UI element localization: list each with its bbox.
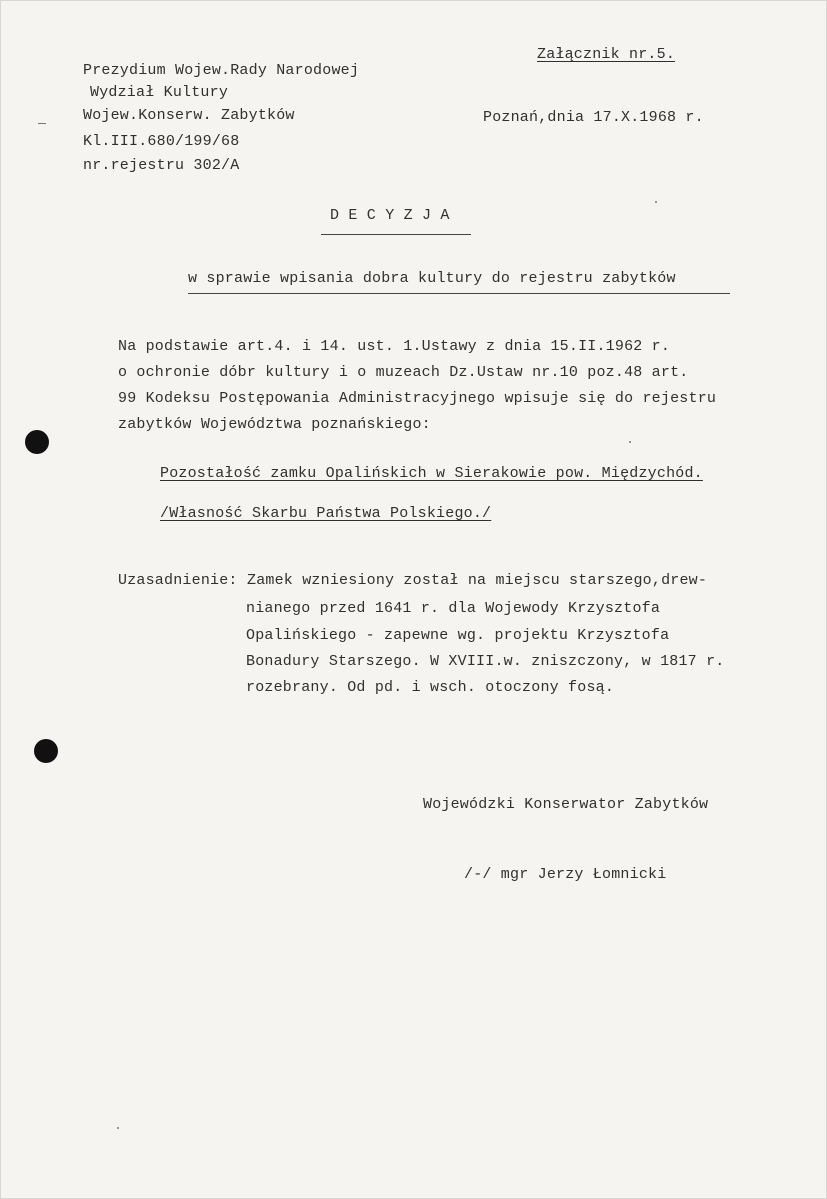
justification-line-3: Opalińskiego - zapewne wg. projektu Krzysztofa	[246, 627, 670, 644]
legal-basis-line-4: zabytków Województwa poznańskiego:	[118, 416, 431, 433]
speck	[117, 1127, 119, 1129]
signatory-office: Wojewódzki Konserwator Zabytków	[423, 796, 709, 813]
heritage-object: Pozostałość zamku Opalińskich w Sierakowie pow. Międzychód.	[160, 465, 703, 482]
register-number: nr.rejestru 302/A	[83, 157, 240, 174]
justification-line-5: rozebrany. Od pd. i wsch. otoczony fosą.	[246, 679, 615, 696]
signatory-name: /-/ mgr Jerzy Łomnicki	[464, 866, 667, 883]
decision-title-underline	[321, 234, 471, 235]
justification-line-1: Zamek wzniesiony został na miejscu starszego,drew-	[247, 572, 708, 589]
legal-basis-line-1: Na podstawie art.4. i 14. ust. 1.Ustawy z dnia 15.II.1962 r.	[118, 338, 671, 355]
decision-subject-underline	[188, 293, 730, 294]
authority-line-3: Wojew.Konserw. Zabytków	[83, 107, 295, 124]
speck	[38, 123, 46, 124]
place-date: Poznań,dnia 17.X.1968 r.	[483, 109, 704, 126]
speck	[655, 201, 657, 203]
punch-hole-top	[25, 430, 49, 454]
legal-basis-line-2: o ochronie dóbr kultury i o muzeach Dz.Ustaw nr.10 poz.48 art.	[118, 364, 689, 381]
justification-label: Uzasadnienie:	[118, 572, 238, 589]
speck	[629, 441, 631, 443]
justification-line-2: nianego przed 1641 r. dla Wojewody Krzysztofa	[246, 600, 661, 617]
authority-line-2: Wydział Kultury	[90, 84, 229, 101]
ownership-note: /Własność Skarbu Państwa Polskiego./	[160, 505, 492, 522]
decision-subject: w sprawie wpisania dobra kultury do rejestru zabytków	[188, 270, 676, 287]
authority-line-1: Prezydium Wojew.Rady Narodowej	[83, 62, 360, 79]
case-reference: Kl.III.680/199/68	[83, 133, 240, 150]
attachment-number: Załącznik nr.5.	[537, 46, 676, 63]
justification-line-4: Bonadury Starszego. W XVIII.w. zniszczony, w 1817 r.	[246, 653, 725, 670]
decision-title: D E C Y Z J A	[330, 207, 450, 224]
punch-hole-bottom	[34, 739, 58, 763]
legal-basis-line-3: 99 Kodeksu Postępowania Administracyjnego wpisuje się do rejestru	[118, 390, 717, 407]
